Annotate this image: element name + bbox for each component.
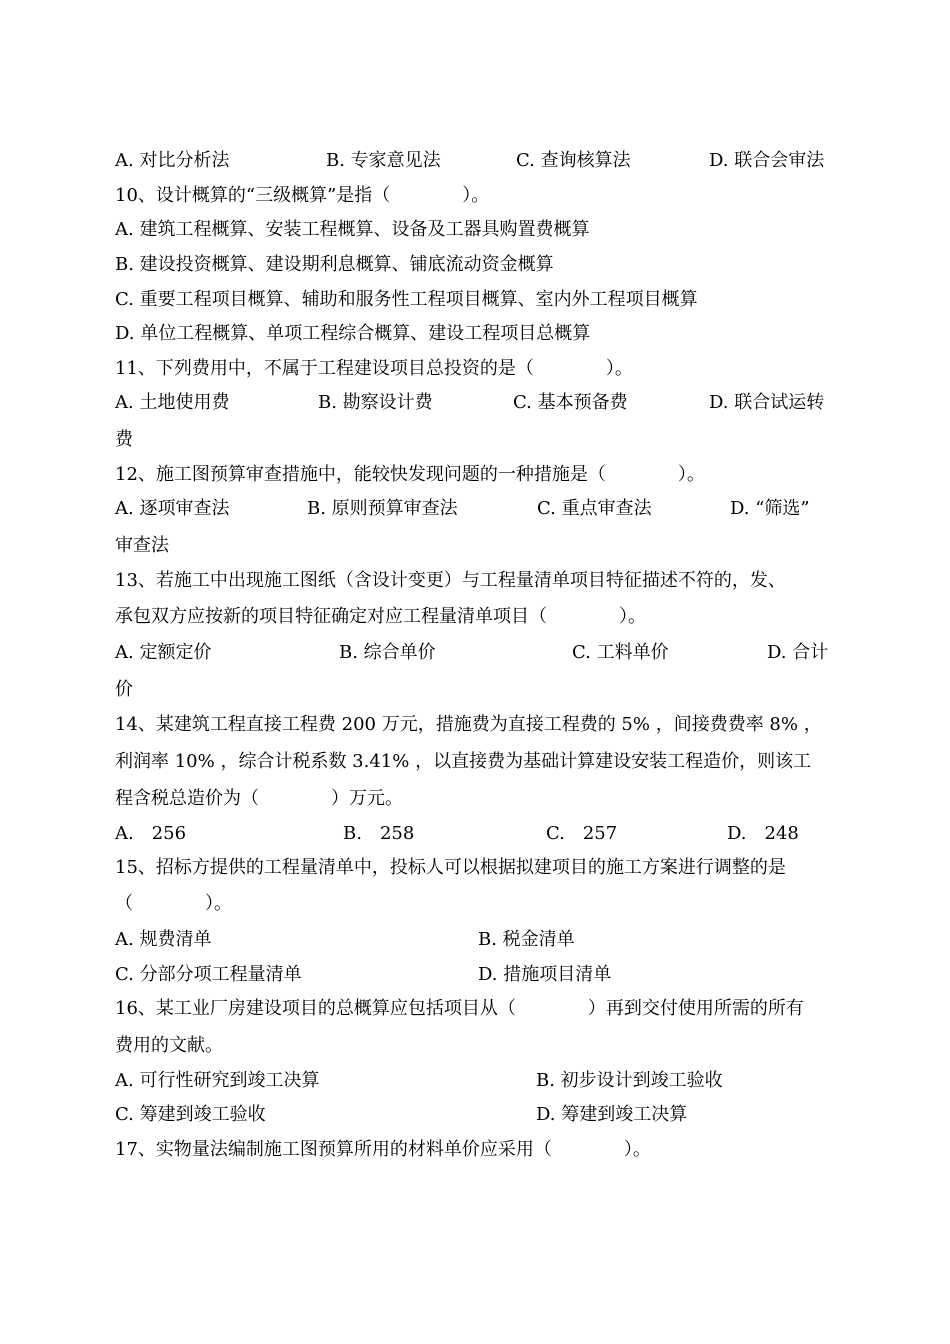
q14-stem-line-1: 14、某建筑工程直接工程费 200 万元，措施费为直接工程费的 5% ，间接费费率 8% ， [115, 714, 822, 735]
q11-option-c: C. 基本预备费 [513, 392, 628, 413]
q11-option-b: B. 勘察设计费 [318, 392, 433, 413]
q9-option-d: D. 联合会审法 [709, 150, 825, 171]
q14-option-b: B. 258 [343, 823, 415, 844]
q13-option-a: A. 定额定价 [115, 642, 212, 663]
q11-stem: 11、下列费用中，不属于工程建设项目总投资的是（ ）。 [115, 358, 633, 379]
q16-option-a: A. 可行性研究到竣工决算 [115, 1070, 320, 1091]
q12-options [115, 498, 835, 520]
q14-option-a: A. 256 [115, 823, 187, 844]
q9-option-a: A. 对比分析法 [115, 150, 230, 171]
q16-stem-line-2: 费用的文献。 [115, 1035, 223, 1056]
q16-options-row-2 [115, 1104, 835, 1126]
q13-option-b: B. 综合单价 [339, 642, 436, 663]
q15-option-d: D. 措施项目清单 [478, 964, 612, 985]
q15-options-row-2 [115, 964, 835, 986]
q16-option-d: D. 筹建到竣工决算 [536, 1104, 688, 1125]
q10-option-d: D. 单位工程概算、单项工程综合概算、建设工程项目总概算 [115, 323, 591, 344]
q13-stem-line-1: 13、若施工中出现施工图纸（含设计变更）与工程量清单项目特征描述不符的，发、 [115, 570, 786, 591]
q14-option-d: D. 248 [727, 823, 799, 844]
q10-option-a: A. 建筑工程概算、安装工程概算、设备及工器具购置费概算 [115, 219, 590, 240]
q9-option-b: B. 专家意见法 [326, 150, 441, 171]
q11-options [115, 392, 835, 414]
q12-option-a: A. 逐项审查法 [115, 498, 230, 519]
q16-option-c: C. 筹建到竣工验收 [115, 1104, 266, 1125]
q14-option-c: C. 257 [546, 823, 618, 844]
q16-option-b: B. 初步设计到竣工验收 [536, 1070, 723, 1091]
q11-option-d-wrap: 费 [115, 429, 133, 450]
q13-options [115, 642, 835, 664]
q12-option-d-wrap: 审查法 [115, 535, 169, 556]
q9-options [115, 150, 835, 172]
q17-stem: 17、实物量法编制施工图预算所用的材料单价应采用（ ）。 [115, 1139, 651, 1160]
q9-option-c: C. 查询核算法 [516, 150, 631, 171]
q15-stem-line-1: 15、招标方提供的工程量清单中，投标人可以根据拟建项目的施工方案进行调整的是 [115, 857, 786, 878]
q15-option-b: B. 税金清单 [478, 929, 575, 950]
q10-option-b: B. 建设投资概算、建设期利息概算、铺底流动资金概算 [115, 254, 554, 275]
q12-option-c: C. 重点审查法 [537, 498, 652, 519]
q14-stem-line-3: 程含税总造价为（ ）万元。 [115, 788, 403, 809]
q12-stem: 12、施工图预算审查措施中，能较快发现问题的一种措施是（ ）。 [115, 464, 705, 485]
q13-stem-line-2: 承包双方应按新的项目特征确定对应工程量清单项目（ ）。 [115, 606, 646, 627]
q12-option-b: B. 原则预算审查法 [307, 498, 458, 519]
q11-option-d: D. 联合试运转 [709, 392, 825, 413]
q16-options-row-1 [115, 1070, 835, 1092]
q15-option-a: A. 规费清单 [115, 929, 212, 950]
q15-stem-line-2: （ ）。 [115, 893, 232, 914]
q10-stem: 10、设计概算的“三级概算”是指（ ）。 [115, 185, 490, 206]
q13-option-c: C. 工料单价 [572, 642, 669, 663]
q12-option-d: D. “筛选” [730, 498, 810, 519]
q10-option-c: C. 重要工程项目概算、辅助和服务性工程项目概算、室内外工程项目概算 [115, 289, 698, 310]
q15-option-c: C. 分部分项工程量清单 [115, 964, 302, 985]
q16-stem-line-1: 16、某工业厂房建设项目的总概算应包括项目从（ ）再到交付使用所需的所有 [115, 998, 804, 1019]
q15-options-row-1 [115, 929, 835, 951]
q13-option-d: D. 合计 [767, 642, 829, 663]
q14-stem-line-2: 利润率 10% ，综合计税系数 3.41% ，以直接费为基础计算建设安装工程造价，则该工 [115, 751, 812, 772]
q14-options [115, 823, 835, 845]
q11-option-a: A. 土地使用费 [115, 392, 230, 413]
q13-option-d-wrap: 价 [115, 679, 133, 700]
